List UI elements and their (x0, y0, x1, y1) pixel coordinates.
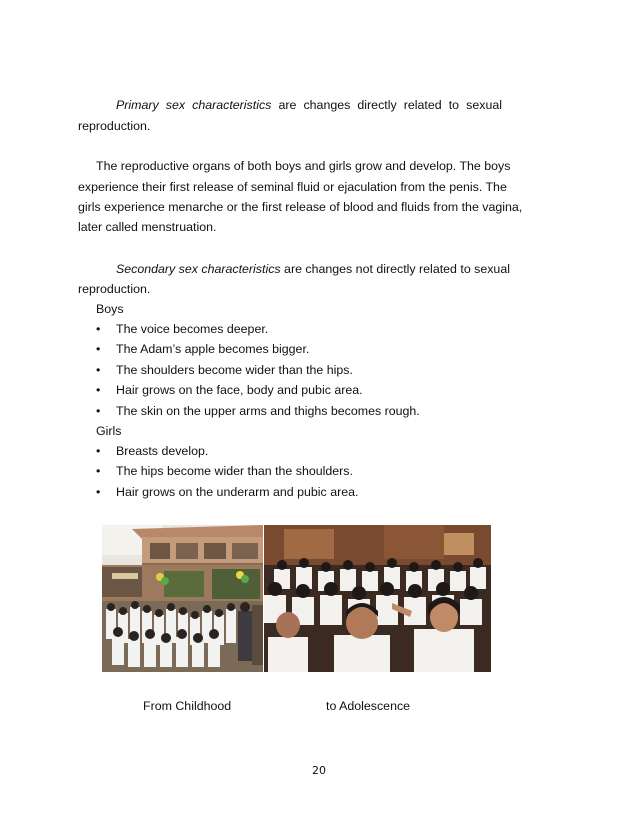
bullet-icon: • (96, 444, 101, 458)
boys-item: The Adam’s apple becomes bigger. (116, 342, 310, 356)
secondary-paragraph-line-1 (116, 261, 510, 277)
bullet-icon: • (96, 322, 101, 336)
childhood-photo (102, 525, 263, 672)
boys-item: The shoulders become wider than the hips. (116, 363, 353, 377)
bullet-icon: • (96, 383, 101, 397)
bullet-icon: • (96, 485, 101, 499)
page-number: 20 (312, 764, 326, 777)
primary-paragraph-line-2: reproduction. (78, 119, 151, 133)
caption-childhood: From Childhood (143, 699, 232, 713)
caption-adolescence: to Adolescence (326, 699, 411, 713)
adolescence-photo (264, 525, 491, 672)
bullet-icon: • (96, 464, 101, 478)
primary-definition: are changes directly related to sexual (278, 98, 502, 112)
organs-paragraph-line-3: girls experience menarche or the first release of blood and fluids from the vagina, (78, 200, 523, 214)
bullet-icon: • (96, 363, 101, 377)
bullet-icon: • (96, 404, 101, 418)
girls-heading: Girls (96, 424, 122, 438)
boys-item: The skin on the upper arms and thighs becomes rough. (116, 404, 420, 418)
bullet-icon: • (96, 342, 101, 356)
girls-item: Hair grows on the underarm and pubic area. (116, 485, 359, 499)
girls-item: The hips become wider than the shoulders. (116, 464, 353, 478)
primary-term: Primary sex characteristics (116, 98, 272, 112)
organs-paragraph-line-2: experience their first release of seminal fluid or ejaculation from the penis. The (78, 180, 507, 194)
girls-item: Breasts develop. (116, 444, 209, 458)
primary-paragraph-line-1 (116, 97, 502, 113)
organs-paragraph-line-1: The reproductive organs of both boys and girls grow and develop. The boys (96, 159, 511, 173)
secondary-term: Secondary sex characteristics (116, 262, 281, 276)
boys-item: Hair grows on the face, body and pubic area. (116, 383, 363, 397)
boys-heading: Boys (96, 302, 124, 316)
boys-item: The voice becomes deeper. (116, 322, 269, 336)
secondary-paragraph-line-2: reproduction. (78, 282, 151, 296)
organs-paragraph-line-4: later called menstruation. (78, 220, 217, 234)
secondary-definition: are changes not directly related to sexual (284, 262, 510, 276)
